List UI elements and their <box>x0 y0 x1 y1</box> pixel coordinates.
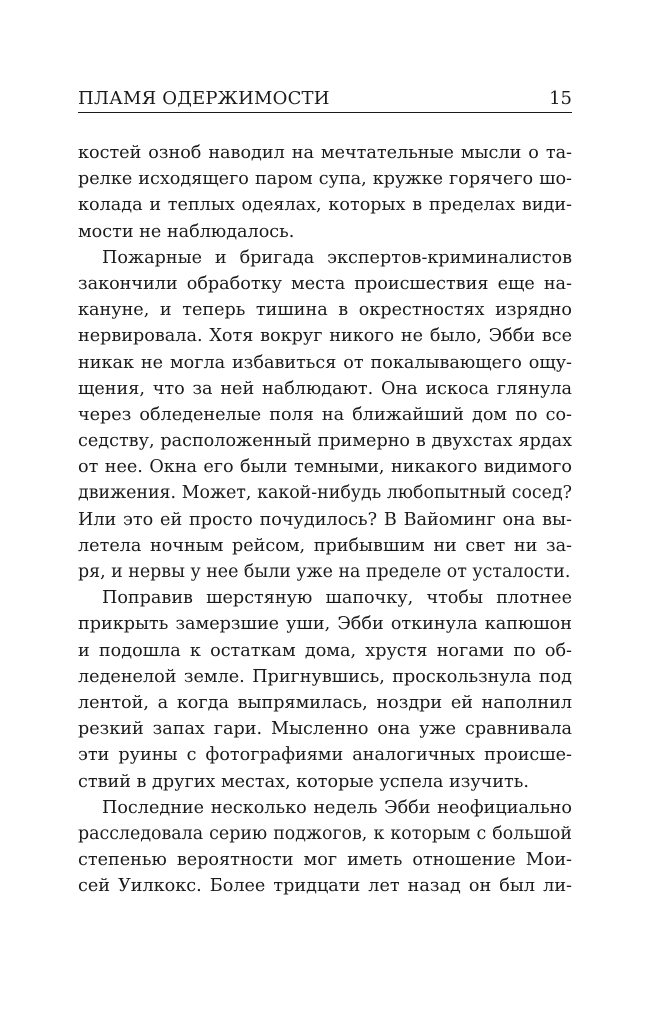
text-line: костей озноб наводил на мечтательные мысли о та- <box>78 143 572 163</box>
page-number: 15 <box>549 88 572 109</box>
text-line: кануне, и теперь тишина в окрестностях изрядно <box>78 300 572 321</box>
text-line: колада и теплых одеялах, которых в пределах види- <box>78 195 572 216</box>
text-line: от нее. Окна его были темными, никакого видимого <box>78 457 572 478</box>
header-rule <box>78 112 572 113</box>
paragraph-start-line: Последние несколько недель Эбби неофициально <box>102 797 572 818</box>
page-header <box>78 88 572 114</box>
text-line: через обледенелые поля на ближайший дом по со- <box>78 404 572 425</box>
paragraph-start-line: Пожарные и бригада экспертов-криминалистов <box>102 247 572 268</box>
text-line: ря, и нервы у нее были уже на пределе от усталости. <box>78 562 571 582</box>
text-line: закончили обработку места происшествия еще на- <box>78 273 572 294</box>
text-line: леденелой земле. Пригнувшись, проскользнула под <box>78 666 572 687</box>
text-line: прикрыть замерзшие уши, Эбби откинула капюшон <box>78 614 572 635</box>
text-line: и подошла к остаткам дома, хрустя ногами по об- <box>78 640 572 661</box>
text-line: расследовала серию поджогов, к которым с большой <box>78 823 572 844</box>
text-line: седству, расположенный примерно в двухстах ярдах <box>78 431 572 452</box>
text-line: Или это ей просто почудилось? В Вайоминг она вы- <box>78 509 572 530</box>
text-line: движения. Может, какой-нибудь любопытный сосед? <box>78 483 572 504</box>
paragraph-start-line: Поправив шерстяную шапочку, чтобы плотнее <box>102 588 572 609</box>
running-title: ПЛАМЯ ОДЕРЖИМОСТИ <box>78 88 330 109</box>
text-line: степенью вероятности мог иметь отношение Мои- <box>78 850 572 871</box>
text-line: щения, что за ней наблюдают. Она искоса глянула <box>78 378 572 399</box>
text-line: сей Уилкокс. Более тридцати лет назад он был ли- <box>78 876 572 897</box>
text-line: ствий в других местах, которые успела изучить. <box>78 771 529 792</box>
text-line: лентой, а когда выпрямилась, ноздри ей наполнил <box>78 692 572 713</box>
text-line: нервировала. Хотя вокруг никого не было, Эбби все <box>78 326 572 347</box>
body-text <box>78 140 572 899</box>
text-line: летела ночным рейсом, прибывшим ни свет ни за- <box>78 535 572 556</box>
text-line: мости не наблюдалось. <box>78 221 295 242</box>
text-line: резкий запах гари. Мысленно она уже сравнивала <box>78 719 572 740</box>
text-line: эти руины с фотографиями аналогичных происше- <box>78 745 572 766</box>
text-line: релке исходящего паром супа, кружке горячего шо- <box>78 169 572 190</box>
text-line: никак не могла избавиться от покалывающего ощу- <box>78 352 572 373</box>
